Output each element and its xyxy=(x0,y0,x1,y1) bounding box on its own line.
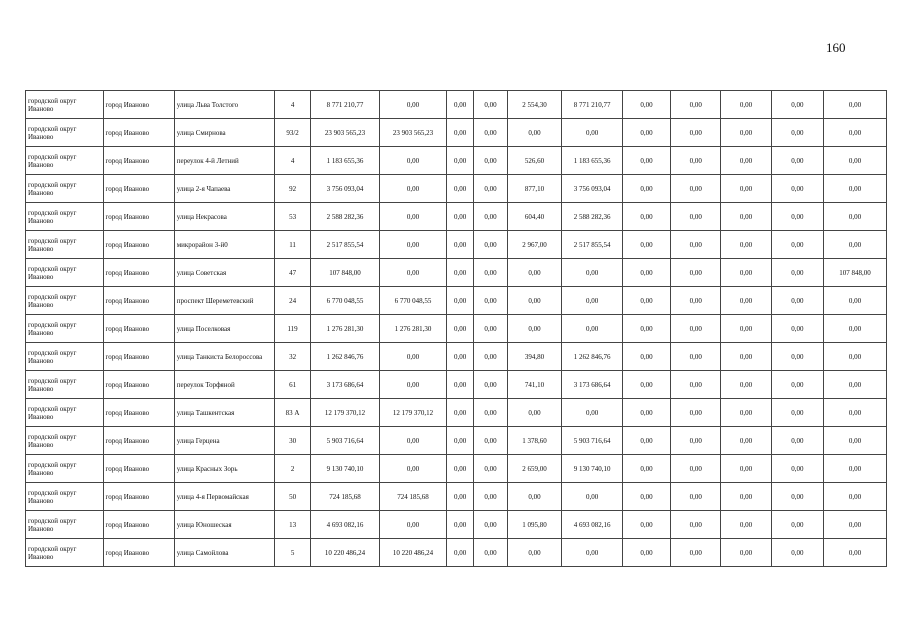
cost-column-12-cell: 0,00 xyxy=(671,399,721,427)
house-number-cell: 4 xyxy=(275,147,311,175)
municipality-cell: городской округ Иваново xyxy=(26,203,104,231)
cost-column-8-cell: 0,00 xyxy=(474,455,508,483)
cost-column-15-cell: 0,00 xyxy=(824,483,887,511)
cost-column-8-cell: 0,00 xyxy=(474,483,508,511)
table-row xyxy=(26,511,887,539)
house-number-cell: 30 xyxy=(275,427,311,455)
page-number: 160 xyxy=(826,40,846,55)
cost-column-15-cell: 0,00 xyxy=(824,231,887,259)
settlement-cell: город Иваново xyxy=(103,399,174,427)
street-cell: улица Красных Зорь xyxy=(174,455,275,483)
cost-column-11-cell: 0,00 xyxy=(622,399,670,427)
cost-column-6-cell: 0,00 xyxy=(380,203,447,231)
register-table xyxy=(25,90,887,567)
total-cost-cell: 12 179 370,12 xyxy=(310,399,379,427)
cost-column-12-cell: 0,00 xyxy=(671,455,721,483)
cost-column-15-cell: 0,00 xyxy=(824,371,887,399)
cost-column-14-cell: 0,00 xyxy=(771,427,823,455)
house-number-cell: 47 xyxy=(275,259,311,287)
street-cell: улица Поселковая xyxy=(174,315,275,343)
cost-column-6-cell: 0,00 xyxy=(380,147,447,175)
cost-column-8-cell: 0,00 xyxy=(474,539,508,567)
cost-column-13-cell: 0,00 xyxy=(721,427,771,455)
cost-column-15-cell: 0,00 xyxy=(824,539,887,567)
cost-column-12-cell: 0,00 xyxy=(671,119,721,147)
cost-column-10-cell: 0,00 xyxy=(562,119,623,147)
cost-column-13-cell: 0,00 xyxy=(721,371,771,399)
cost-column-7-cell: 0,00 xyxy=(447,259,474,287)
cost-column-10-cell: 0,00 xyxy=(562,259,623,287)
cost-column-10-cell: 3 173 686,64 xyxy=(562,371,623,399)
cost-column-10-cell: 5 903 716,64 xyxy=(562,427,623,455)
house-number-cell: 92 xyxy=(275,175,311,203)
cost-column-7-cell: 0,00 xyxy=(447,147,474,175)
cost-column-8-cell: 0,00 xyxy=(474,511,508,539)
cost-column-11-cell: 0,00 xyxy=(622,91,670,119)
area-cell: 2 967,00 xyxy=(507,231,561,259)
municipality-cell: городской округ Иваново xyxy=(26,483,104,511)
total-cost-cell: 107 848,00 xyxy=(310,259,379,287)
cost-column-15-cell: 107 848,00 xyxy=(824,259,887,287)
cost-column-6-cell: 1 276 281,30 xyxy=(380,315,447,343)
cost-column-6-cell: 0,00 xyxy=(380,511,447,539)
cost-column-6-cell: 12 179 370,12 xyxy=(380,399,447,427)
street-cell: переулок Торфяной xyxy=(174,371,275,399)
cost-column-8-cell: 0,00 xyxy=(474,259,508,287)
area-cell: 2 659,00 xyxy=(507,455,561,483)
cost-column-11-cell: 0,00 xyxy=(622,343,670,371)
table-row xyxy=(26,455,887,483)
cost-column-8-cell: 0,00 xyxy=(474,119,508,147)
cost-column-6-cell: 0,00 xyxy=(380,91,447,119)
municipality-cell: городской округ Иваново xyxy=(26,287,104,315)
cost-column-13-cell: 0,00 xyxy=(721,511,771,539)
cost-column-15-cell: 0,00 xyxy=(824,315,887,343)
house-number-cell: 50 xyxy=(275,483,311,511)
table-row xyxy=(26,91,887,119)
cost-column-14-cell: 0,00 xyxy=(771,315,823,343)
settlement-cell: город Иваново xyxy=(103,175,174,203)
total-cost-cell: 3 756 093,04 xyxy=(310,175,379,203)
municipality-cell: городской округ Иваново xyxy=(26,147,104,175)
municipality-cell: городской округ Иваново xyxy=(26,119,104,147)
table-row xyxy=(26,399,887,427)
table-row xyxy=(26,343,887,371)
house-number-cell: 32 xyxy=(275,343,311,371)
cost-column-10-cell: 0,00 xyxy=(562,483,623,511)
cost-column-13-cell: 0,00 xyxy=(721,399,771,427)
area-cell: 394,80 xyxy=(507,343,561,371)
cost-column-7-cell: 0,00 xyxy=(447,175,474,203)
cost-column-11-cell: 0,00 xyxy=(622,259,670,287)
settlement-cell: город Иваново xyxy=(103,259,174,287)
cost-column-14-cell: 0,00 xyxy=(771,539,823,567)
cost-column-6-cell: 0,00 xyxy=(380,371,447,399)
cost-column-6-cell: 6 770 048,55 xyxy=(380,287,447,315)
street-cell: улица Юношеская xyxy=(174,511,275,539)
cost-column-15-cell: 0,00 xyxy=(824,399,887,427)
cost-column-15-cell: 0,00 xyxy=(824,427,887,455)
cost-column-11-cell: 0,00 xyxy=(622,287,670,315)
area-cell: 526,60 xyxy=(507,147,561,175)
settlement-cell: город Иваново xyxy=(103,287,174,315)
cost-column-11-cell: 0,00 xyxy=(622,315,670,343)
table-row xyxy=(26,539,887,567)
cost-column-7-cell: 0,00 xyxy=(447,287,474,315)
cost-column-14-cell: 0,00 xyxy=(771,371,823,399)
street-cell: микрорайон 3-й0 xyxy=(174,231,275,259)
cost-column-14-cell: 0,00 xyxy=(771,175,823,203)
cost-column-10-cell: 2 588 282,36 xyxy=(562,203,623,231)
cost-column-8-cell: 0,00 xyxy=(474,399,508,427)
cost-column-7-cell: 0,00 xyxy=(447,539,474,567)
cost-column-8-cell: 0,00 xyxy=(474,175,508,203)
table-row xyxy=(26,175,887,203)
settlement-cell: город Иваново xyxy=(103,315,174,343)
house-number-cell: 93/2 xyxy=(275,119,311,147)
total-cost-cell: 8 771 210,77 xyxy=(310,91,379,119)
street-cell: улица Герцена xyxy=(174,427,275,455)
cost-column-6-cell: 0,00 xyxy=(380,231,447,259)
cost-column-8-cell: 0,00 xyxy=(474,371,508,399)
cost-column-10-cell: 1 262 846,76 xyxy=(562,343,623,371)
street-cell: улица 4-я Первомайская xyxy=(174,483,275,511)
total-cost-cell: 6 770 048,55 xyxy=(310,287,379,315)
cost-column-7-cell: 0,00 xyxy=(447,203,474,231)
street-cell: проспект Шереметевский xyxy=(174,287,275,315)
table-row xyxy=(26,483,887,511)
cost-column-12-cell: 0,00 xyxy=(671,287,721,315)
cost-column-12-cell: 0,00 xyxy=(671,539,721,567)
street-cell: улица Некрасова xyxy=(174,203,275,231)
total-cost-cell: 2 588 282,36 xyxy=(310,203,379,231)
cost-column-7-cell: 0,00 xyxy=(447,231,474,259)
cost-column-10-cell: 4 693 082,16 xyxy=(562,511,623,539)
cost-column-15-cell: 0,00 xyxy=(824,147,887,175)
cost-column-12-cell: 0,00 xyxy=(671,203,721,231)
cost-column-8-cell: 0,00 xyxy=(474,287,508,315)
cost-column-12-cell: 0,00 xyxy=(671,175,721,203)
cost-column-8-cell: 0,00 xyxy=(474,91,508,119)
cost-column-12-cell: 0,00 xyxy=(671,259,721,287)
municipality-cell: городской округ Иваново xyxy=(26,175,104,203)
cost-column-10-cell: 3 756 093,04 xyxy=(562,175,623,203)
municipality-cell: городской округ Иваново xyxy=(26,455,104,483)
settlement-cell: город Иваново xyxy=(103,483,174,511)
street-cell: улица Смирнова xyxy=(174,119,275,147)
cost-column-12-cell: 0,00 xyxy=(671,511,721,539)
cost-column-14-cell: 0,00 xyxy=(771,483,823,511)
cost-column-7-cell: 0,00 xyxy=(447,119,474,147)
settlement-cell: город Иваново xyxy=(103,203,174,231)
table-row xyxy=(26,371,887,399)
cost-column-14-cell: 0,00 xyxy=(771,343,823,371)
cost-column-11-cell: 0,00 xyxy=(622,539,670,567)
cost-column-8-cell: 0,00 xyxy=(474,427,508,455)
total-cost-cell: 2 517 855,54 xyxy=(310,231,379,259)
area-cell: 2 554,30 xyxy=(507,91,561,119)
settlement-cell: город Иваново xyxy=(103,91,174,119)
municipality-cell: городской округ Иваново xyxy=(26,259,104,287)
cost-column-6-cell: 10 220 486,24 xyxy=(380,539,447,567)
total-cost-cell: 10 220 486,24 xyxy=(310,539,379,567)
settlement-cell: город Иваново xyxy=(103,147,174,175)
cost-column-13-cell: 0,00 xyxy=(721,287,771,315)
settlement-cell: город Иваново xyxy=(103,119,174,147)
cost-column-12-cell: 0,00 xyxy=(671,343,721,371)
cost-column-11-cell: 0,00 xyxy=(622,483,670,511)
municipality-cell: городской округ Иваново xyxy=(26,371,104,399)
house-number-cell: 83 А xyxy=(275,399,311,427)
cost-column-7-cell: 0,00 xyxy=(447,511,474,539)
settlement-cell: город Иваново xyxy=(103,343,174,371)
municipality-cell: городской округ Иваново xyxy=(26,399,104,427)
cost-column-11-cell: 0,00 xyxy=(622,427,670,455)
table-row xyxy=(26,119,887,147)
cost-column-13-cell: 0,00 xyxy=(721,119,771,147)
settlement-cell: город Иваново xyxy=(103,371,174,399)
area-cell: 0,00 xyxy=(507,259,561,287)
cost-column-11-cell: 0,00 xyxy=(622,147,670,175)
cost-column-14-cell: 0,00 xyxy=(771,287,823,315)
total-cost-cell: 23 903 565,23 xyxy=(310,119,379,147)
house-number-cell: 13 xyxy=(275,511,311,539)
municipality-cell: городской округ Иваново xyxy=(26,427,104,455)
cost-column-7-cell: 0,00 xyxy=(447,399,474,427)
cost-column-6-cell: 23 903 565,23 xyxy=(380,119,447,147)
cost-column-13-cell: 0,00 xyxy=(721,259,771,287)
area-cell: 0,00 xyxy=(507,539,561,567)
table-row xyxy=(26,287,887,315)
total-cost-cell: 5 903 716,64 xyxy=(310,427,379,455)
municipality-cell: городской округ Иваново xyxy=(26,539,104,567)
cost-column-13-cell: 0,00 xyxy=(721,455,771,483)
cost-column-12-cell: 0,00 xyxy=(671,427,721,455)
house-number-cell: 2 xyxy=(275,455,311,483)
table-body xyxy=(26,91,887,567)
table-row xyxy=(26,231,887,259)
cost-column-6-cell: 724 185,68 xyxy=(380,483,447,511)
table-row xyxy=(26,315,887,343)
cost-column-13-cell: 0,00 xyxy=(721,343,771,371)
cost-column-14-cell: 0,00 xyxy=(771,119,823,147)
cost-column-10-cell: 0,00 xyxy=(562,399,623,427)
house-number-cell: 119 xyxy=(275,315,311,343)
settlement-cell: город Иваново xyxy=(103,511,174,539)
street-cell: улица Ташкентская xyxy=(174,399,275,427)
settlement-cell: город Иваново xyxy=(103,427,174,455)
area-cell: 0,00 xyxy=(507,315,561,343)
total-cost-cell: 1 183 655,36 xyxy=(310,147,379,175)
cost-column-11-cell: 0,00 xyxy=(622,371,670,399)
area-cell: 0,00 xyxy=(507,483,561,511)
total-cost-cell: 724 185,68 xyxy=(310,483,379,511)
cost-column-14-cell: 0,00 xyxy=(771,455,823,483)
cost-column-14-cell: 0,00 xyxy=(771,203,823,231)
cost-column-6-cell: 0,00 xyxy=(380,455,447,483)
house-number-cell: 5 xyxy=(275,539,311,567)
total-cost-cell: 4 693 082,16 xyxy=(310,511,379,539)
cost-column-6-cell: 0,00 xyxy=(380,259,447,287)
cost-column-15-cell: 0,00 xyxy=(824,343,887,371)
cost-column-7-cell: 0,00 xyxy=(447,483,474,511)
area-cell: 604,40 xyxy=(507,203,561,231)
cost-column-7-cell: 0,00 xyxy=(447,455,474,483)
total-cost-cell: 9 130 740,10 xyxy=(310,455,379,483)
cost-column-13-cell: 0,00 xyxy=(721,483,771,511)
cost-column-14-cell: 0,00 xyxy=(771,399,823,427)
cost-column-7-cell: 0,00 xyxy=(447,371,474,399)
municipality-cell: городской округ Иваново xyxy=(26,231,104,259)
table-row xyxy=(26,147,887,175)
cost-column-8-cell: 0,00 xyxy=(474,147,508,175)
cost-column-13-cell: 0,00 xyxy=(721,203,771,231)
cost-column-11-cell: 0,00 xyxy=(622,119,670,147)
cost-column-11-cell: 0,00 xyxy=(622,455,670,483)
cost-column-7-cell: 0,00 xyxy=(447,343,474,371)
cost-column-6-cell: 0,00 xyxy=(380,175,447,203)
municipality-cell: городской округ Иваново xyxy=(26,91,104,119)
table-row xyxy=(26,203,887,231)
cost-column-10-cell: 1 183 655,36 xyxy=(562,147,623,175)
cost-column-13-cell: 0,00 xyxy=(721,91,771,119)
cost-column-15-cell: 0,00 xyxy=(824,91,887,119)
cost-column-10-cell: 2 517 855,54 xyxy=(562,231,623,259)
municipality-cell: городской округ Иваново xyxy=(26,343,104,371)
cost-column-12-cell: 0,00 xyxy=(671,91,721,119)
cost-column-13-cell: 0,00 xyxy=(721,175,771,203)
area-cell: 741,10 xyxy=(507,371,561,399)
street-cell: улица Советская xyxy=(174,259,275,287)
street-cell: улица Самойлова xyxy=(174,539,275,567)
cost-column-13-cell: 0,00 xyxy=(721,231,771,259)
cost-column-10-cell: 8 771 210,77 xyxy=(562,91,623,119)
cost-column-12-cell: 0,00 xyxy=(671,231,721,259)
cost-column-10-cell: 0,00 xyxy=(562,287,623,315)
total-cost-cell: 1 262 846,76 xyxy=(310,343,379,371)
cost-column-11-cell: 0,00 xyxy=(622,231,670,259)
cost-column-10-cell: 0,00 xyxy=(562,315,623,343)
municipality-cell: городской округ Иваново xyxy=(26,511,104,539)
table-row xyxy=(26,427,887,455)
cost-column-8-cell: 0,00 xyxy=(474,231,508,259)
area-cell: 1 378,60 xyxy=(507,427,561,455)
area-cell: 0,00 xyxy=(507,399,561,427)
cost-column-14-cell: 0,00 xyxy=(771,147,823,175)
cost-column-14-cell: 0,00 xyxy=(771,259,823,287)
cost-column-7-cell: 0,00 xyxy=(447,427,474,455)
cost-column-12-cell: 0,00 xyxy=(671,147,721,175)
house-number-cell: 11 xyxy=(275,231,311,259)
cost-column-8-cell: 0,00 xyxy=(474,315,508,343)
settlement-cell: город Иваново xyxy=(103,231,174,259)
total-cost-cell: 1 276 281,30 xyxy=(310,315,379,343)
cost-column-6-cell: 0,00 xyxy=(380,427,447,455)
cost-column-15-cell: 0,00 xyxy=(824,287,887,315)
cost-column-11-cell: 0,00 xyxy=(622,175,670,203)
cost-column-6-cell: 0,00 xyxy=(380,343,447,371)
house-number-cell: 61 xyxy=(275,371,311,399)
house-number-cell: 53 xyxy=(275,203,311,231)
cost-column-14-cell: 0,00 xyxy=(771,511,823,539)
cost-column-12-cell: 0,00 xyxy=(671,483,721,511)
cost-column-14-cell: 0,00 xyxy=(771,91,823,119)
cost-column-11-cell: 0,00 xyxy=(622,203,670,231)
cost-column-10-cell: 9 130 740,10 xyxy=(562,455,623,483)
cost-column-8-cell: 0,00 xyxy=(474,343,508,371)
house-number-cell: 4 xyxy=(275,91,311,119)
house-number-cell: 24 xyxy=(275,287,311,315)
settlement-cell: город Иваново xyxy=(103,455,174,483)
cost-column-13-cell: 0,00 xyxy=(721,147,771,175)
street-cell: переулок 4-й Летний xyxy=(174,147,275,175)
cost-column-14-cell: 0,00 xyxy=(771,231,823,259)
cost-column-10-cell: 0,00 xyxy=(562,539,623,567)
street-cell: улица Льва Толстого xyxy=(174,91,275,119)
area-cell: 0,00 xyxy=(507,119,561,147)
cost-column-13-cell: 0,00 xyxy=(721,539,771,567)
cost-column-8-cell: 0,00 xyxy=(474,203,508,231)
area-cell: 0,00 xyxy=(507,287,561,315)
cost-column-7-cell: 0,00 xyxy=(447,315,474,343)
cost-column-15-cell: 0,00 xyxy=(824,175,887,203)
cost-column-15-cell: 0,00 xyxy=(824,203,887,231)
cost-column-13-cell: 0,00 xyxy=(721,315,771,343)
cost-column-15-cell: 0,00 xyxy=(824,455,887,483)
cost-column-11-cell: 0,00 xyxy=(622,511,670,539)
cost-column-12-cell: 0,00 xyxy=(671,371,721,399)
area-cell: 1 095,80 xyxy=(507,511,561,539)
street-cell: улица Танкиста Белороссова xyxy=(174,343,275,371)
cost-column-15-cell: 0,00 xyxy=(824,119,887,147)
total-cost-cell: 3 173 686,64 xyxy=(310,371,379,399)
area-cell: 877,10 xyxy=(507,175,561,203)
table-row xyxy=(26,259,887,287)
cost-column-12-cell: 0,00 xyxy=(671,315,721,343)
settlement-cell: город Иваново xyxy=(103,539,174,567)
cost-column-7-cell: 0,00 xyxy=(447,91,474,119)
street-cell: улица 2-я Чапаева xyxy=(174,175,275,203)
municipality-cell: городской округ Иваново xyxy=(26,315,104,343)
cost-column-15-cell: 0,00 xyxy=(824,511,887,539)
